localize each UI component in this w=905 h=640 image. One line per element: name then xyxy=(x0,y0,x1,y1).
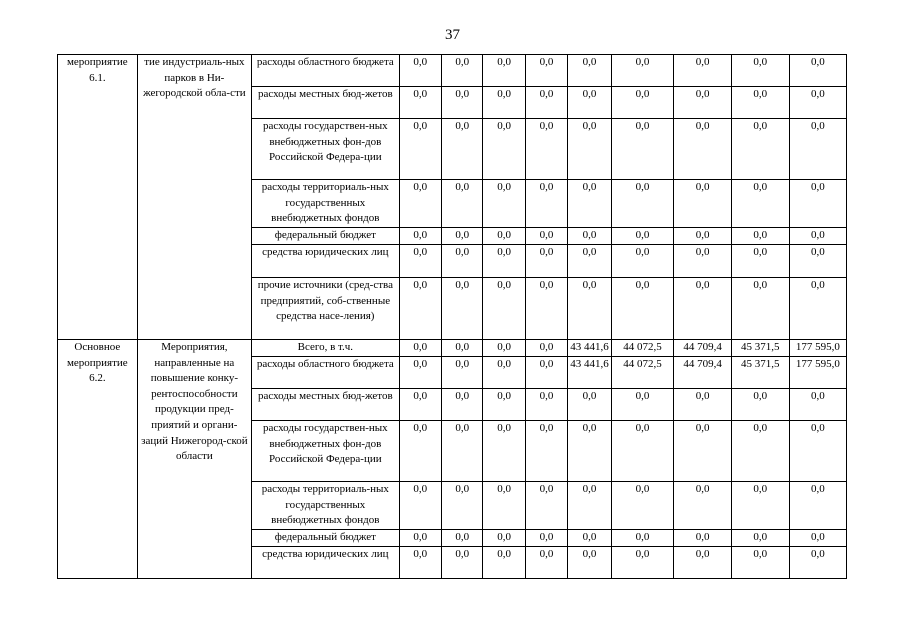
value-cell: 0,0 xyxy=(568,55,612,87)
value-cell: 0,0 xyxy=(441,530,482,547)
value-cell: 0,0 xyxy=(789,245,847,278)
value-cell: 0,0 xyxy=(483,482,525,530)
value-cell: 0,0 xyxy=(674,389,732,421)
value-cell: 0,0 xyxy=(731,547,789,579)
value-cell: 0,0 xyxy=(611,389,674,421)
value-cell: 0,0 xyxy=(441,357,482,389)
value-cell: 0,0 xyxy=(611,530,674,547)
value-cell: 0,0 xyxy=(789,278,847,340)
value-cell: 0,0 xyxy=(399,278,441,340)
value-cell: 0,0 xyxy=(483,547,525,579)
value-cell: 0,0 xyxy=(731,228,789,245)
value-cell: 0,0 xyxy=(441,389,482,421)
value-cell: 0,0 xyxy=(731,482,789,530)
value-cell: 0,0 xyxy=(674,482,732,530)
value-cell: 0,0 xyxy=(674,547,732,579)
value-cell: 0,0 xyxy=(399,547,441,579)
value-cell: 0,0 xyxy=(568,547,612,579)
value-cell: 44 709,4 xyxy=(674,340,732,357)
value-cell: 45 371,5 xyxy=(731,340,789,357)
funding-source: прочие источники (сред-ства предприятий, соб-ственные средства насе-ления) xyxy=(252,278,399,340)
value-cell: 0,0 xyxy=(731,389,789,421)
value-cell: 0,0 xyxy=(731,180,789,228)
value-cell: 0,0 xyxy=(483,55,525,87)
value-cell: 0,0 xyxy=(399,245,441,278)
value-cell: 0,0 xyxy=(525,278,567,340)
value-cell: 0,0 xyxy=(611,278,674,340)
value-cell: 0,0 xyxy=(483,87,525,119)
funding-source: расходы областного бюджета xyxy=(252,55,399,87)
activity-title: Мероприятия, направленные на повышение конку-рентоспособности продукции пред-приятий и органи-заций Нижегород-ской области xyxy=(137,340,251,579)
value-cell: 0,0 xyxy=(674,245,732,278)
value-cell: 0,0 xyxy=(789,180,847,228)
value-cell: 0,0 xyxy=(789,119,847,180)
value-cell: 0,0 xyxy=(483,278,525,340)
value-cell: 0,0 xyxy=(525,357,567,389)
value-cell: 0,0 xyxy=(611,55,674,87)
value-cell: 0,0 xyxy=(568,180,612,228)
value-cell: 0,0 xyxy=(441,278,482,340)
value-cell: 0,0 xyxy=(611,119,674,180)
value-cell: 0,0 xyxy=(789,421,847,482)
value-cell: 0,0 xyxy=(674,87,732,119)
value-cell: 0,0 xyxy=(789,55,847,87)
value-cell: 0,0 xyxy=(483,119,525,180)
value-cell: 0,0 xyxy=(525,245,567,278)
funding-source: расходы территориаль-ных государственных внебюджетных фондов xyxy=(252,180,399,228)
funding-source: средства юридических лиц xyxy=(252,245,399,278)
value-cell: 0,0 xyxy=(674,228,732,245)
value-cell: 0,0 xyxy=(483,180,525,228)
value-cell: 0,0 xyxy=(731,119,789,180)
value-cell: 177 595,0 xyxy=(789,340,847,357)
value-cell: 44 709,4 xyxy=(674,357,732,389)
value-cell: 0,0 xyxy=(731,245,789,278)
value-cell: 0,0 xyxy=(611,87,674,119)
value-cell: 0,0 xyxy=(483,357,525,389)
page-number: 37 xyxy=(445,27,460,43)
value-cell: 0,0 xyxy=(731,278,789,340)
value-cell: 0,0 xyxy=(611,421,674,482)
value-cell: 0,0 xyxy=(441,87,482,119)
value-cell: 0,0 xyxy=(568,530,612,547)
funding-source: расходы областного бюджета xyxy=(252,357,399,389)
value-cell: 0,0 xyxy=(731,421,789,482)
value-cell: 43 441,6 xyxy=(568,357,612,389)
value-cell: 0,0 xyxy=(399,421,441,482)
value-cell: 44 072,5 xyxy=(611,357,674,389)
value-cell: 0,0 xyxy=(568,278,612,340)
value-cell: 0,0 xyxy=(611,482,674,530)
activity-label: Основное мероприятие 6.2. xyxy=(58,340,138,579)
value-cell: 0,0 xyxy=(731,87,789,119)
value-cell: 0,0 xyxy=(525,55,567,87)
value-cell: 177 595,0 xyxy=(789,357,847,389)
funding-source: расходы территориаль-ных государственных внебюджетных фондов xyxy=(252,482,399,530)
value-cell: 0,0 xyxy=(399,389,441,421)
funding-table xyxy=(57,54,905,579)
value-cell: 0,0 xyxy=(525,87,567,119)
activity-label: мероприятие 6.1. xyxy=(58,55,138,340)
value-cell: 0,0 xyxy=(441,180,482,228)
value-cell: 0,0 xyxy=(674,180,732,228)
value-cell: 0,0 xyxy=(441,55,482,87)
value-cell: 0,0 xyxy=(441,228,482,245)
value-cell: 0,0 xyxy=(399,55,441,87)
value-cell: 0,0 xyxy=(789,482,847,530)
value-cell: 0,0 xyxy=(568,228,612,245)
value-cell: 0,0 xyxy=(674,119,732,180)
funding-source: расходы государствен-ных внебюджетных фон-дов Российской Федера-ции xyxy=(252,119,399,180)
value-cell: 0,0 xyxy=(611,228,674,245)
value-cell: 0,0 xyxy=(789,389,847,421)
funding-source: расходы местных бюд-жетов xyxy=(252,389,399,421)
value-cell: 0,0 xyxy=(568,389,612,421)
value-cell: 0,0 xyxy=(568,87,612,119)
value-cell: 0,0 xyxy=(441,421,482,482)
value-cell: 0,0 xyxy=(525,389,567,421)
value-cell: 0,0 xyxy=(674,421,732,482)
value-cell: 0,0 xyxy=(441,340,482,357)
value-cell: 0,0 xyxy=(483,389,525,421)
value-cell: 0,0 xyxy=(789,530,847,547)
value-cell: 0,0 xyxy=(525,340,567,357)
value-cell: 0,0 xyxy=(568,482,612,530)
value-cell: 0,0 xyxy=(611,547,674,579)
table-row xyxy=(58,55,905,87)
value-cell: 0,0 xyxy=(789,87,847,119)
value-cell: 0,0 xyxy=(483,245,525,278)
value-cell: 0,0 xyxy=(731,530,789,547)
value-cell: 45 371,5 xyxy=(731,357,789,389)
value-cell: 0,0 xyxy=(525,482,567,530)
value-cell: 0,0 xyxy=(611,180,674,228)
value-cell: 0,0 xyxy=(525,421,567,482)
value-cell: 0,0 xyxy=(399,119,441,180)
value-cell: 0,0 xyxy=(399,530,441,547)
value-cell: 0,0 xyxy=(483,228,525,245)
funding-source: расходы государствен-ных внебюджетных фон-дов Российской Федера-ции xyxy=(252,421,399,482)
value-cell: 0,0 xyxy=(611,245,674,278)
value-cell: 43 441,6 xyxy=(568,340,612,357)
funding-source: федеральный бюджет xyxy=(252,228,399,245)
value-cell: 0,0 xyxy=(399,482,441,530)
value-cell: 0,0 xyxy=(525,547,567,579)
value-cell: 0,0 xyxy=(789,547,847,579)
value-cell: 44 072,5 xyxy=(611,340,674,357)
activity-title: тие индустриаль-ных парков в Ни-жегородской обла-сти xyxy=(137,55,251,340)
value-cell: 0,0 xyxy=(674,55,732,87)
value-cell: 0,0 xyxy=(441,245,482,278)
funding-source: средства юридических лиц xyxy=(252,547,399,579)
value-cell: 0,0 xyxy=(525,119,567,180)
value-cell: 0,0 xyxy=(789,228,847,245)
funding-source: федеральный бюджет xyxy=(252,530,399,547)
value-cell: 0,0 xyxy=(731,55,789,87)
funding-source: Всего, в т.ч. xyxy=(252,340,399,357)
value-cell: 0,0 xyxy=(568,119,612,180)
value-cell: 0,0 xyxy=(525,180,567,228)
value-cell: 0,0 xyxy=(441,119,482,180)
value-cell: 0,0 xyxy=(483,421,525,482)
value-cell: 0,0 xyxy=(568,421,612,482)
value-cell: 0,0 xyxy=(399,357,441,389)
value-cell: 0,0 xyxy=(399,87,441,119)
value-cell: 0,0 xyxy=(674,278,732,340)
value-cell: 0,0 xyxy=(441,547,482,579)
funding-source: расходы местных бюд-жетов xyxy=(252,87,399,119)
value-cell: 0,0 xyxy=(525,228,567,245)
value-cell: 0,0 xyxy=(674,530,732,547)
value-cell: 0,0 xyxy=(568,245,612,278)
value-cell: 0,0 xyxy=(483,530,525,547)
value-cell: 0,0 xyxy=(399,180,441,228)
value-cell: 0,0 xyxy=(441,482,482,530)
value-cell: 0,0 xyxy=(399,228,441,245)
value-cell: 0,0 xyxy=(525,530,567,547)
table-row xyxy=(58,340,905,357)
value-cell: 0,0 xyxy=(483,340,525,357)
value-cell: 0,0 xyxy=(399,340,441,357)
